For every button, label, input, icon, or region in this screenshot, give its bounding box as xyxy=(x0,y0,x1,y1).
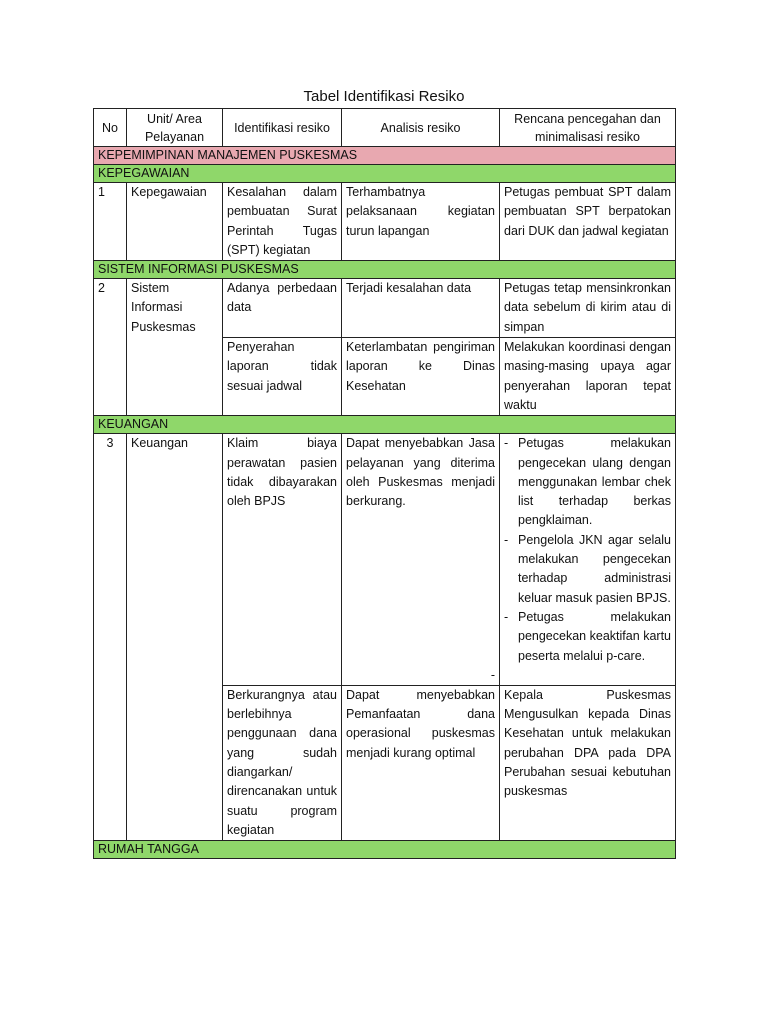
category-row xyxy=(94,147,676,165)
rencana-list xyxy=(504,434,671,666)
row-analisis: Keterlambatan pengiriman laporan ke Dinas Kesehatan xyxy=(342,338,500,416)
table-row xyxy=(94,183,676,261)
list-item: - Petugas melakukan pengecekan keaktifan kartu peserta melalui p-care. xyxy=(504,608,671,666)
row-rencana: Petugas tetap mensinkronkan data sebelum di kirim atau di simpan xyxy=(500,279,676,338)
table-row xyxy=(94,279,676,338)
analisis-text: Dapat menyebabkan Jasa pelayanan yang diterima oleh Puskesmas menjadi berkurang. xyxy=(346,436,495,509)
page-title: Tabel Identifikasi Resiko xyxy=(303,88,465,105)
row-unit: Sistem Informasi Puskesmas xyxy=(127,279,223,416)
section-label: KEPEGAWAIAN xyxy=(94,165,676,183)
row-unit: Kepegawaian xyxy=(127,183,223,261)
header-rencana: Rencana pencegahan dan minimalisasi resiko xyxy=(500,109,676,147)
table-row xyxy=(94,434,676,686)
header-no: No xyxy=(94,109,127,147)
header-identifikasi: Identifikasi resiko xyxy=(223,109,342,147)
row-rencana: Kepala Puskesmas Mengusulkan kepada Dinas Kesehatan untuk melakukan perubahan DPA pada DPA Perubahan sesuai kebutuhan puskesmas xyxy=(500,685,676,840)
header-unit: Unit/ Area Pelayanan xyxy=(127,109,223,147)
row-identifikasi: Kesalahan dalam pembuatan Surat Perintah Tugas (SPT) kegiatan xyxy=(223,183,342,261)
row-rencana: Petugas pembuat SPT dalam pembuatan SPT berpatokan dari DUK dan jadwal kegiatan xyxy=(500,183,676,261)
risk-identification-table xyxy=(93,108,676,859)
row-unit: Keuangan xyxy=(127,434,223,841)
row-analisis: Dapat menyebabkan Pemanfaatan dana operasional puskesmas menjadi kurang optimal xyxy=(342,685,500,840)
section-row-sistem-informasi xyxy=(94,261,676,279)
row-identifikasi: Penyerahan laporan tidak sesuai jadwal xyxy=(223,338,342,416)
analisis-trailing-dash: - xyxy=(490,667,495,682)
row-analisis xyxy=(342,434,500,686)
row-no: 2 xyxy=(94,279,127,416)
category-label: KEPEMIMPINAN MANAJEMEN PUSKESMAS xyxy=(94,147,676,165)
section-label: SISTEM INFORMASI PUSKESMAS xyxy=(94,261,676,279)
table-header-row xyxy=(94,109,676,147)
row-analisis: Terhambatnya pelaksanaan kegiatan turun lapangan xyxy=(342,183,500,261)
section-row-kepegawaian xyxy=(94,165,676,183)
section-label: RUMAH TANGGA xyxy=(94,841,676,859)
row-identifikasi: Klaim biaya perawatan pasien tidak dibayarakan oleh BPJS xyxy=(223,434,342,686)
row-identifikasi: Adanya perbedaan data xyxy=(223,279,342,338)
section-label: KEUANGAN xyxy=(94,416,676,434)
row-rencana xyxy=(500,434,676,686)
row-rencana: Melakukan koordinasi dengan masing-masing upaya agar penyerahan laporan tepat waktu xyxy=(500,338,676,416)
list-item: - Petugas melakukan pengecekan ulang dengan menggunakan lembar chek list terhadap berkas pengklaiman. xyxy=(504,434,671,530)
list-item: - Pengelola JKN agar selalu melakukan pengecekan terhadap administrasi keluar masuk pasien BPJS. xyxy=(504,531,671,608)
row-no: 3 xyxy=(94,434,127,841)
section-row-rumah-tangga xyxy=(94,841,676,859)
row-no: 1 xyxy=(94,183,127,261)
row-analisis: Terjadi kesalahan data xyxy=(342,279,500,338)
header-analisis: Analisis resiko xyxy=(342,109,500,147)
section-row-keuangan xyxy=(94,416,676,434)
row-identifikasi: Berkurangnya atau berlebihnya penggunaan dana yang sudah diangarkan/ direncanakan untuk suatu program kegiatan xyxy=(223,685,342,840)
